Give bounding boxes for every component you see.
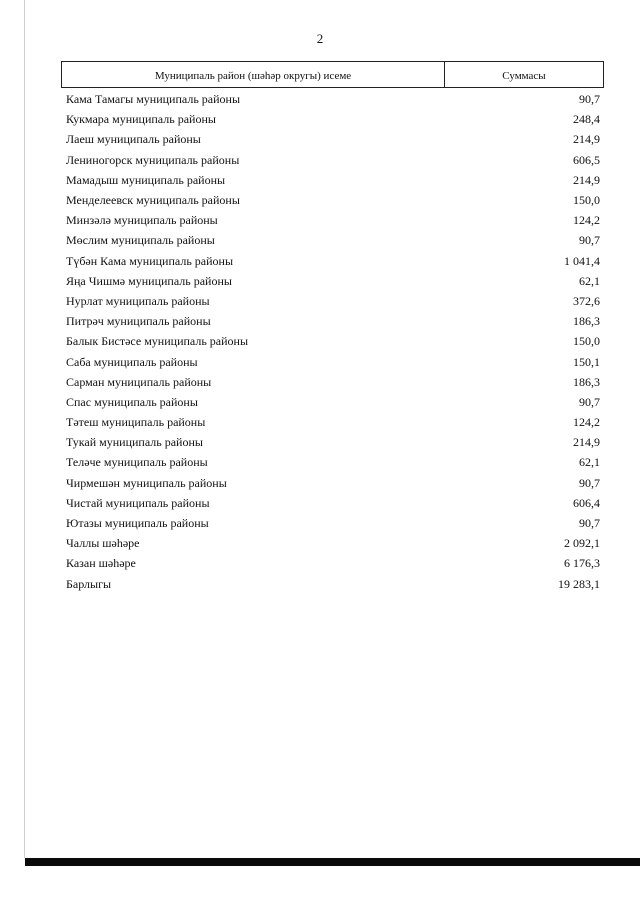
row-value: 1 041,4 [564,253,600,268]
table-row [66,170,600,190]
table-row [66,291,600,311]
row-name: Тәтеш муниципаль районы [66,415,206,430]
scan-bottom-bar [25,858,640,866]
row-name: Балык Бистәсе муниципаль районы [66,334,249,349]
row-value: 62,1 [579,273,600,288]
table-row [66,452,600,472]
table-row [66,109,600,129]
row-value: 90,7 [579,233,600,248]
row-value: 90,7 [579,394,600,409]
row-value: 214,9 [573,132,600,147]
table-row [66,311,600,331]
table-row [66,553,600,573]
table-row [66,230,600,250]
column-header-name: Муниципаль район (шәһәр округы) исеме [62,62,445,87]
row-name: Чистай муниципаль районы [66,495,210,510]
row-value: 124,2 [573,415,600,430]
row-value: 606,4 [573,495,600,510]
column-header-sum: Суммасы [502,69,546,82]
row-value: 150,1 [573,354,600,369]
table-row [66,190,600,210]
table-row [66,513,600,533]
row-value: 90,7 [579,92,600,107]
table-row [66,129,600,149]
table-row [66,392,600,412]
table-row [66,493,600,513]
row-value: 214,9 [573,172,600,187]
row-name: Менделеевск муниципаль районы [66,193,240,208]
row-name: Мамадыш муниципаль районы [66,172,226,187]
table-row [66,574,600,594]
table-row [66,210,600,230]
row-value: 90,7 [579,475,600,490]
row-value: 214,9 [573,435,600,450]
row-name: Барлыгы [66,576,112,591]
page-edge [24,0,25,858]
table-row [66,372,600,392]
row-name: Минзәлә муниципаль районы [66,213,218,228]
row-value: 2 092,1 [564,536,600,551]
table-row [66,251,600,271]
row-value: 124,2 [573,213,600,228]
row-name: Лаеш муниципаль районы [66,132,201,147]
row-value: 62,1 [579,455,600,470]
page-number: 2 [316,31,324,46]
row-name: Кама Тамагы муниципаль районы [66,92,241,107]
row-name: Теләче муниципаль районы [66,455,208,470]
row-name: Чаллы шәһәре [66,536,140,551]
row-value: 186,3 [573,374,600,389]
row-name: Питрәч муниципаль районы [66,314,211,329]
table-row [66,89,600,109]
row-name: Спас муниципаль районы [66,394,198,409]
row-name: Казан шәһәре [66,556,136,571]
table-body [66,89,600,594]
row-value: 248,4 [573,112,600,127]
row-value: 186,3 [573,314,600,329]
row-value: 19 283,1 [558,576,600,591]
row-value: 150,0 [573,193,600,208]
row-name: Сарман муниципаль районы [66,374,212,389]
row-name: Тукай муниципаль районы [66,435,203,450]
row-name: Нурлат муниципаль районы [66,293,210,308]
table-row [66,473,600,493]
row-name: Чирмешән муниципаль районы [66,475,227,490]
table-row [66,533,600,553]
row-value: 150,0 [573,334,600,349]
table-row [66,351,600,371]
table-row [66,331,600,351]
row-name: Мөслим муниципаль районы [66,233,215,248]
table-row [66,271,600,291]
table-row [66,150,600,170]
table-header [61,61,604,88]
table-row [66,412,600,432]
row-name: Түбән Кама муниципаль районы [66,253,234,268]
row-value: 606,5 [573,152,600,167]
row-name: Саба муниципаль районы [66,354,198,369]
row-name: Лениногорск муниципаль районы [66,152,240,167]
row-name: Кукмара муниципаль районы [66,112,216,127]
row-name: Яңа Чишмә муниципаль районы [66,273,232,288]
row-value: 6 176,3 [564,556,600,571]
row-value: 90,7 [579,516,600,531]
row-name: Ютазы муниципаль районы [66,516,209,531]
table-row [66,432,600,452]
row-value: 372,6 [573,293,600,308]
